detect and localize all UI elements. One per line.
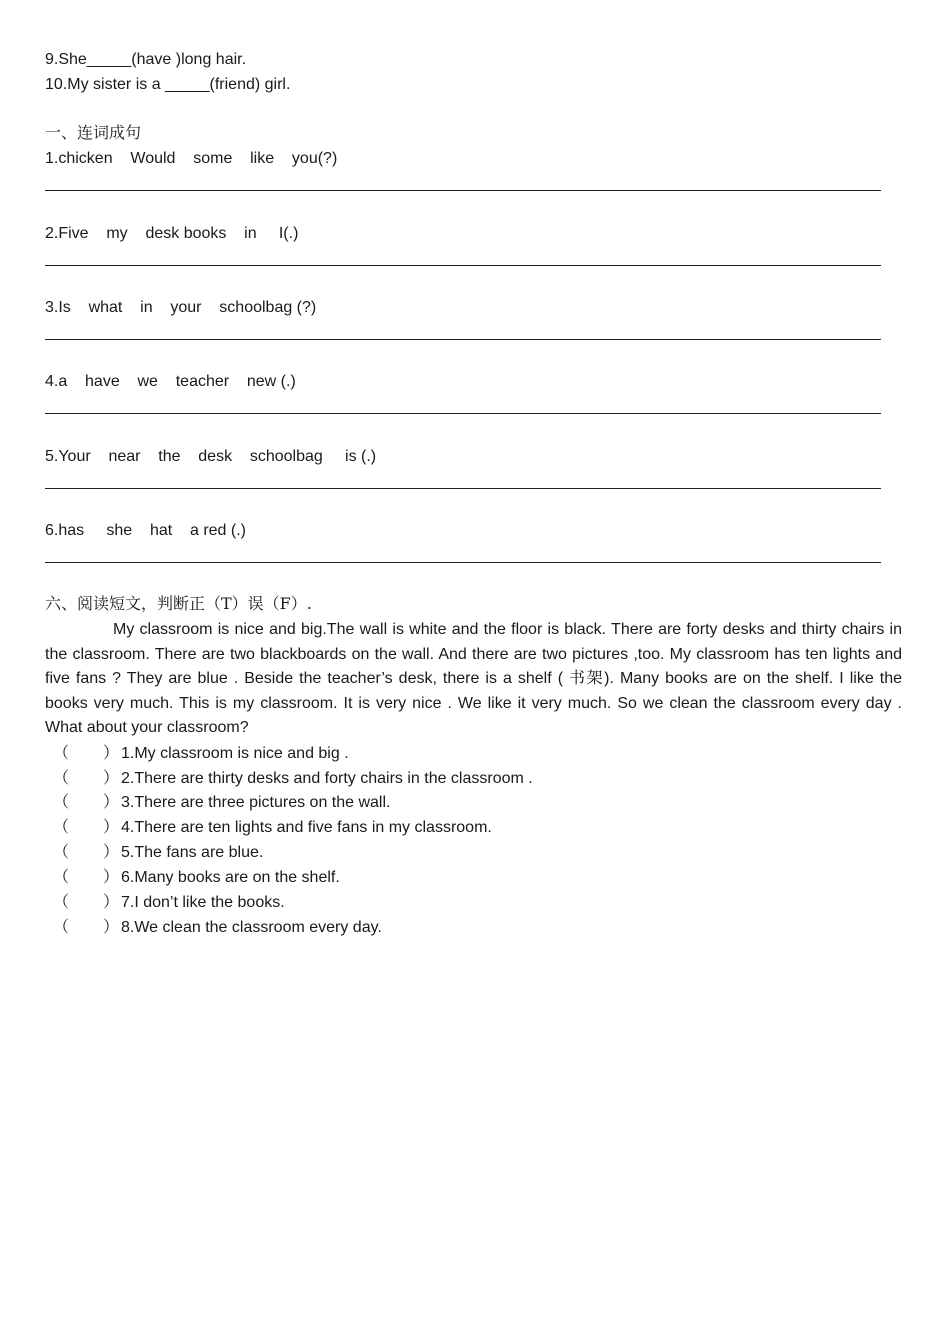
answer-bracket[interactable]: （ ） xyxy=(53,919,120,936)
answer-bracket[interactable]: （ ） xyxy=(53,869,120,886)
tf-statement-5: （ ） 5.The fans are blue. xyxy=(45,843,263,863)
fill-blank-item-10: 10.My sister is a _____(friend) girl. xyxy=(45,76,291,93)
reading-passage xyxy=(45,618,902,741)
answer-line-3 xyxy=(45,339,881,340)
tf-statement-8: （ ） 8.We clean the classroom every day. xyxy=(45,918,382,938)
answer-line-5 xyxy=(45,488,881,489)
fill-blank-item-9: 9.She_____(have )long hair. xyxy=(45,51,247,68)
section-reading-title: 六、阅读短文，判断正（T）误（F）. xyxy=(45,594,312,613)
word-order-item-2: 2.Five my desk books in I(.) xyxy=(45,225,299,242)
answer-line-4 xyxy=(45,413,881,414)
tf-statement-4: （ ） 4.There are ten lights and five fans in my classroom. xyxy=(45,818,492,838)
answer-bracket[interactable]: （ ） xyxy=(53,794,120,811)
answer-bracket[interactable]: （ ） xyxy=(53,894,120,911)
answer-bracket[interactable]: （ ） xyxy=(53,819,120,836)
word-order-item-4: 4.a have we teacher new (.) xyxy=(45,373,296,390)
answer-line-6 xyxy=(45,562,881,563)
reading-passage-text: My classroom is nice and big.The wall is white and the floor is black. There are forty desks and thirty chairs in the classroom. There are two blackboards on the wall. And there are two pictures ,too. My classroom has ten lights and five fans ? They are blue . Beside the teacher’s desk, there is a shelf ( 书架). Many books are on the shelf. I like the books very much. This is my classroom. It is very nice . We like it very much. So we clean the classroom every day . What about your classroom? xyxy=(45,621,902,737)
word-order-item-5: 5.Your near the desk schoolbag is (.) xyxy=(45,448,377,465)
word-order-item-6: 6.has she hat a red (.) xyxy=(45,522,246,539)
answer-bracket[interactable]: （ ） xyxy=(53,844,120,861)
answer-line-1 xyxy=(45,190,881,191)
answer-bracket[interactable]: （ ） xyxy=(53,770,120,787)
tf-statement-7: （ ） 7.I don’t like the books. xyxy=(45,893,285,913)
answer-bracket[interactable]: （ ） xyxy=(53,745,120,762)
word-order-item-1: 1.chicken Would some like you(?) xyxy=(45,150,338,167)
section-word-order-title: 一、连词成句 xyxy=(45,123,142,142)
tf-statement-3: （ ） 3.There are three pictures on the wall. xyxy=(45,793,390,813)
tf-statement-2: （ ） 2.There are thirty desks and forty chairs in the classroom . xyxy=(45,769,533,789)
word-order-item-3: 3.Is what in your schoolbag (?) xyxy=(45,299,317,316)
tf-statement-1: （ ） 1.My classroom is nice and big . xyxy=(45,744,349,764)
answer-line-2 xyxy=(45,265,881,266)
tf-statement-6: （ ） 6.Many books are on the shelf. xyxy=(45,868,340,888)
